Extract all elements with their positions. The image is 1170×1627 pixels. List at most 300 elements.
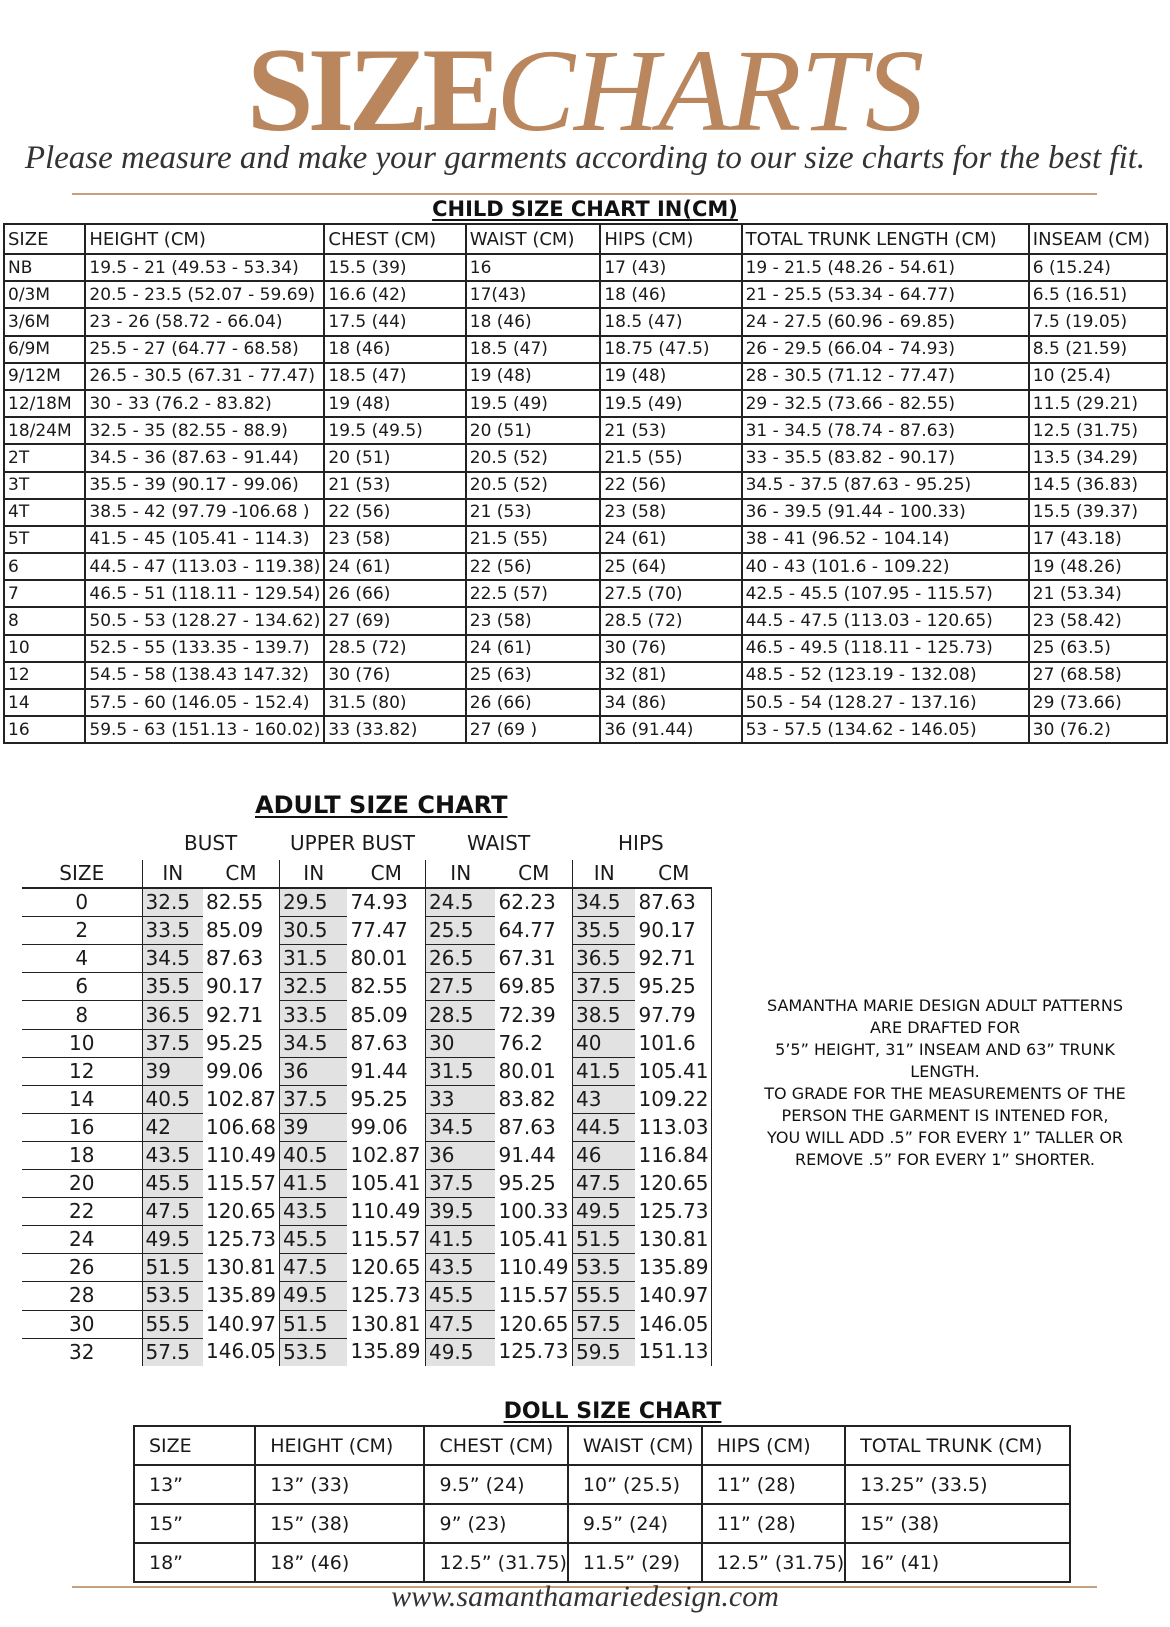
table-cell: 12.5 (31.75): [1029, 417, 1167, 444]
table-cell: 74.93: [350, 890, 408, 915]
doll-column-header: SIZE: [134, 1426, 255, 1465]
child-size-table: [3, 223, 1168, 744]
table-cell: 125.73: [206, 1227, 276, 1252]
table-cell: 115.57: [350, 1227, 421, 1252]
table-cell: 21.5 (55): [600, 444, 741, 471]
table-cell: 43.5: [142, 1141, 203, 1169]
table-cell: 59.5 - 63 (151.13 - 160.02): [85, 716, 324, 743]
table-cell: 95.25: [498, 1171, 556, 1196]
table-cell: 27.5 (70): [600, 580, 741, 607]
table-cell: 44.5 - 47.5 (113.03 - 120.65): [742, 607, 1029, 634]
table-cell: 33: [425, 1085, 495, 1113]
table-cell: 49.5: [279, 1282, 347, 1310]
table-cell: 6 (15.24): [1029, 254, 1167, 281]
table-cell: 28.5 (72): [600, 607, 741, 634]
table-cell: 46.5 - 51 (118.11 - 129.54): [85, 580, 324, 607]
table-cell: 151.13: [635, 1338, 711, 1366]
table-cell: 54.5 - 58 (138.43 147.32): [85, 662, 324, 689]
table-cell: 95.25: [350, 1086, 408, 1111]
table-cell: 10: [4, 635, 85, 662]
doll-size-table: [133, 1425, 1071, 1583]
adult-size-cell: 16: [22, 1113, 142, 1141]
table-cell: 12: [4, 662, 85, 689]
table-cell: 106.68: [206, 1114, 276, 1139]
table-cell: 26.5: [425, 945, 495, 973]
table-cell: 15”: [134, 1504, 255, 1543]
table-cell: 38.5 - 42 (97.79 -106.68 ): [85, 499, 324, 526]
table-row: [22, 1254, 712, 1282]
table-cell: 110.49: [206, 1142, 276, 1167]
table-row: [134, 1504, 1070, 1543]
table-cell: 9/12M: [4, 363, 85, 390]
table-cell: 82.55: [350, 974, 408, 999]
table-cell: 50.5 - 53 (128.27 - 134.62): [85, 607, 324, 634]
table-cell: 35.5: [572, 917, 635, 945]
table-cell: 33 (33.82): [324, 716, 465, 743]
table-row: [22, 1057, 712, 1085]
table-cell: 21 (53): [466, 499, 601, 526]
table-cell: 19.5 (49): [600, 390, 741, 417]
table-cell: 34.5 - 36 (87.63 - 91.44): [85, 444, 324, 471]
table-cell: 120.65: [206, 1199, 276, 1224]
table-cell: 37.5: [425, 1170, 495, 1198]
note-line: TO GRADE FOR THE MEASUREMENTS OF THE: [764, 1084, 1126, 1103]
table-cell: 28.5 (72): [324, 635, 465, 662]
adult-size-cell: 14: [22, 1085, 142, 1113]
table-cell: 55.5: [572, 1282, 635, 1310]
adult-group-hips: HIPS: [618, 831, 664, 855]
table-cell: 146.05: [206, 1339, 276, 1364]
table-cell: 21 (53): [324, 472, 465, 499]
table-cell: 36.5: [572, 945, 635, 973]
table-cell: 22 (56): [600, 472, 741, 499]
note-line: SAMANTHA MARIE DESIGN ADULT PATTERNS: [767, 996, 1123, 1015]
table-row: [4, 580, 1167, 607]
table-cell: 31 - 34.5 (78.74 - 87.63): [742, 417, 1029, 444]
table-cell: 19 - 21.5 (48.26 - 54.61): [742, 254, 1029, 281]
table-cell: 22.5 (57): [466, 580, 601, 607]
table-cell: 38 - 41 (96.52 - 104.14): [742, 526, 1029, 553]
table-cell: 45.5: [279, 1226, 347, 1254]
table-row: [22, 1001, 712, 1029]
table-cell: 6: [4, 553, 85, 580]
table-cell: 76.2: [498, 1030, 544, 1055]
doll-column-header: TOTAL TRUNK (CM): [845, 1426, 1070, 1465]
unit-in: IN: [142, 860, 203, 888]
table-cell: 42.5 - 45.5 (107.95 - 115.57): [742, 580, 1029, 607]
table-cell: 20.5 - 23.5 (52.07 - 59.69): [85, 281, 324, 308]
table-cell: 19.5 (49.5): [324, 417, 465, 444]
table-cell: 44.5: [572, 1113, 635, 1141]
table-cell: 23 (58): [324, 526, 465, 553]
table-cell: 30 (76.2): [1029, 716, 1167, 743]
table-cell: 30: [425, 1029, 495, 1057]
table-cell: 43.5: [425, 1254, 495, 1282]
table-cell: 17 (43): [600, 254, 741, 281]
page-subtitle: Please measure and make your garments according to our size charts for the best fit.: [24, 140, 1146, 176]
table-cell: 19.5 (49): [466, 390, 601, 417]
table-cell: 57.5: [572, 1310, 635, 1338]
adult-size-cell: 6: [22, 973, 142, 1001]
table-cell: 140.97: [635, 1282, 711, 1310]
adult-size-cell: 18: [22, 1141, 142, 1169]
child-column-header: SIZE: [4, 224, 85, 254]
adult-size-cell: 20: [22, 1170, 142, 1198]
table-cell: 47.5: [572, 1170, 635, 1198]
table-cell: 12.5” (31.75): [424, 1543, 567, 1582]
table-cell: 44.5 - 47 (113.03 - 119.38): [85, 553, 324, 580]
table-cell: 17.5 (44): [324, 308, 465, 335]
doll-column-header: HEIGHT (CM): [255, 1426, 424, 1465]
table-cell: 110.49: [498, 1255, 569, 1280]
table-cell: 72.39: [498, 1002, 556, 1027]
adult-size-cell: 30: [22, 1310, 142, 1338]
adult-size-cell: 22: [22, 1198, 142, 1226]
table-cell: 22 (56): [466, 553, 601, 580]
table-row: [4, 390, 1167, 417]
table-cell: 40: [572, 1029, 635, 1057]
unit-cm: CM: [495, 860, 572, 888]
table-cell: 40.5: [279, 1141, 347, 1169]
table-row: [22, 1029, 712, 1057]
table-cell: 87.63: [206, 946, 264, 971]
child-column-header: HIPS (CM): [600, 224, 741, 254]
table-cell: 100.33: [498, 1199, 569, 1224]
table-cell: 18/24M: [4, 417, 85, 444]
table-cell: 41.5: [572, 1057, 635, 1085]
doll-column-header: WAIST (CM): [568, 1426, 702, 1465]
table-cell: 125.73: [350, 1283, 421, 1308]
table-cell: 31.5: [425, 1057, 495, 1085]
table-cell: 46: [572, 1141, 635, 1169]
table-cell: 90.17: [635, 917, 711, 945]
table-cell: 18.5 (47): [324, 363, 465, 390]
table-cell: 13” (33): [255, 1465, 424, 1504]
table-cell: 8: [4, 607, 85, 634]
adult-group-waist: WAIST: [467, 831, 531, 855]
table-cell: 36.5: [142, 1001, 203, 1029]
table-cell: 4T: [4, 499, 85, 526]
child-column-header: INSEAM (CM): [1029, 224, 1167, 254]
table-cell: 34.5: [425, 1113, 495, 1141]
table-cell: 3/6M: [4, 308, 85, 335]
table-cell: 105.41: [498, 1227, 569, 1252]
table-cell: 146.05: [635, 1310, 711, 1338]
table-cell: 85.09: [206, 918, 264, 943]
table-cell: 27.5: [425, 973, 495, 1001]
table-cell: 13.25” (33.5): [845, 1465, 1070, 1504]
table-cell: 9” (23): [424, 1504, 567, 1543]
table-cell: 24 (61): [324, 553, 465, 580]
table-row: [22, 1282, 712, 1310]
table-cell: 59.5: [572, 1338, 635, 1366]
table-cell: 34 (86): [600, 689, 741, 716]
table-cell: 9.5” (24): [568, 1504, 702, 1543]
table-cell: 19 (48): [324, 390, 465, 417]
table-cell: 3T: [4, 472, 85, 499]
table-cell: 90.17: [206, 974, 264, 999]
table-row: [4, 444, 1167, 471]
table-cell: 125.73: [635, 1198, 711, 1226]
table-cell: 21 - 25.5 (53.34 - 64.77): [742, 281, 1029, 308]
note-line: REMOVE .5” FOR EVERY 1” SHORTER.: [794, 1150, 1096, 1169]
table-cell: 33.5: [279, 1001, 347, 1029]
table-cell: 15.5 (39): [324, 254, 465, 281]
child-header-row: [4, 224, 1167, 254]
table-cell: 27 (69): [324, 607, 465, 634]
adult-pattern-note: [740, 995, 1150, 1171]
doll-chart-title: DOLL SIZE CHART: [503, 1399, 722, 1424]
table-cell: 91.44: [498, 1142, 556, 1167]
adult-size-cell: 10: [22, 1029, 142, 1057]
table-cell: 36: [279, 1057, 347, 1085]
adult-size-header: SIZE: [22, 860, 142, 888]
table-row: [22, 1085, 712, 1113]
table-cell: 41.5 - 45 (105.41 - 114.3): [85, 526, 324, 553]
table-cell: 49.5: [425, 1338, 495, 1366]
table-cell: 42: [142, 1113, 203, 1141]
table-cell: 32.5: [142, 888, 203, 917]
table-row: [22, 1338, 712, 1366]
unit-in: IN: [425, 860, 495, 888]
table-cell: 40 - 43 (101.6 - 109.22): [742, 553, 1029, 580]
table-cell: 53.5: [572, 1254, 635, 1282]
table-cell: 50.5 - 54 (128.27 - 137.16): [742, 689, 1029, 716]
table-cell: 6/9M: [4, 336, 85, 363]
table-cell: 37.5: [572, 973, 635, 1001]
table-cell: 116.84: [635, 1141, 711, 1169]
adult-size-cell: 0: [22, 888, 142, 917]
table-row: [22, 1170, 712, 1198]
table-cell: 83.82: [498, 1086, 556, 1111]
table-cell: 36 (91.44): [600, 716, 741, 743]
table-cell: 13”: [134, 1465, 255, 1504]
table-row: [22, 1113, 712, 1141]
child-chart-title: CHILD SIZE CHART IN(CM): [432, 197, 738, 221]
footer-url: www.samanthamariedesign.com: [391, 1580, 779, 1613]
table-cell: 95.25: [206, 1030, 264, 1055]
table-cell: 14.5 (36.83): [1029, 472, 1167, 499]
table-cell: 125.73: [498, 1339, 569, 1364]
table-cell: 29 - 32.5 (73.66 - 82.55): [742, 390, 1029, 417]
table-cell: 120.65: [498, 1311, 569, 1336]
table-cell: 23 (58.42): [1029, 607, 1167, 634]
table-cell: 64.77: [498, 918, 556, 943]
table-cell: 18 (46): [600, 281, 741, 308]
table-cell: 20 (51): [466, 417, 601, 444]
table-cell: 38.5: [572, 1001, 635, 1029]
unit-cm: CM: [203, 860, 279, 888]
table-cell: 22 (56): [324, 499, 465, 526]
table-cell: 26 - 29.5 (66.04 - 74.93): [742, 336, 1029, 363]
note-line: 5’5” HEIGHT, 31” INSEAM AND 63” TRUNK: [775, 1040, 1115, 1059]
table-cell: 12/18M: [4, 390, 85, 417]
table-cell: 9.5” (24): [424, 1465, 567, 1504]
table-cell: 34.5 - 37.5 (87.63 - 95.25): [742, 472, 1029, 499]
table-cell: 30 - 33 (76.2 - 83.82): [85, 390, 324, 417]
table-cell: 20.5 (52): [466, 472, 601, 499]
table-row: [4, 499, 1167, 526]
table-cell: 135.89: [635, 1254, 711, 1282]
table-cell: 51.5: [572, 1226, 635, 1254]
table-cell: 113.03: [635, 1113, 711, 1141]
doll-column-header: CHEST (CM): [424, 1426, 567, 1465]
table-cell: 47.5: [425, 1310, 495, 1338]
page-title: [0, 23, 1170, 156]
table-cell: 18.5 (47): [466, 336, 601, 363]
table-cell: 24 - 27.5 (60.96 - 69.85): [742, 308, 1029, 335]
table-cell: 5T: [4, 526, 85, 553]
table-cell: 43.5: [279, 1198, 347, 1226]
table-cell: 105.41: [350, 1171, 421, 1196]
child-column-header: HEIGHT (CM): [85, 224, 324, 254]
table-cell: 102.87: [350, 1142, 421, 1167]
table-cell: 31.5 (80): [324, 689, 465, 716]
table-cell: 99.06: [206, 1058, 264, 1083]
table-cell: 11” (28): [702, 1465, 845, 1504]
table-cell: 11” (28): [702, 1504, 845, 1543]
table-cell: 25 (63.5): [1029, 635, 1167, 662]
table-cell: 28.5: [425, 1001, 495, 1029]
table-cell: 87.63: [350, 1030, 408, 1055]
table-row: [4, 472, 1167, 499]
table-cell: 135.89: [350, 1339, 421, 1364]
table-cell: 92.71: [635, 945, 711, 973]
adult-group-upper-bust: UPPER BUST: [290, 831, 415, 855]
table-cell: 80.01: [498, 1058, 556, 1083]
table-cell: 99.06: [350, 1114, 408, 1139]
table-row: [4, 635, 1167, 662]
table-cell: 92.71: [206, 1002, 264, 1027]
table-cell: 7.5 (19.05): [1029, 308, 1167, 335]
table-cell: 95.25: [635, 973, 711, 1001]
table-cell: 12.5” (31.75): [702, 1543, 845, 1582]
table-row: [4, 336, 1167, 363]
table-cell: 130.81: [350, 1311, 421, 1336]
table-cell: 2T: [4, 444, 85, 471]
table-row: [4, 254, 1167, 281]
table-cell: 130.81: [206, 1255, 276, 1280]
title-charts: CHARTS: [496, 25, 924, 156]
unit-cm: CM: [635, 860, 711, 888]
title-size: SIZE: [246, 23, 497, 156]
table-row: [134, 1543, 1070, 1582]
table-row: [22, 917, 712, 945]
table-cell: 30 (76): [600, 635, 741, 662]
table-row: [4, 607, 1167, 634]
table-cell: 36 - 39.5 (91.44 - 100.33): [742, 499, 1029, 526]
table-cell: 34.5: [572, 888, 635, 917]
unit-in: IN: [572, 860, 635, 888]
table-row: [22, 1198, 712, 1226]
table-row: [22, 888, 712, 917]
table-cell: 7: [4, 580, 85, 607]
table-cell: 87.63: [498, 1114, 556, 1139]
adult-size-cell: 2: [22, 917, 142, 945]
table-cell: 18” (46): [255, 1543, 424, 1582]
table-cell: 10 (25.4): [1029, 363, 1167, 390]
table-row: [4, 716, 1167, 743]
table-cell: 16.6 (42): [324, 281, 465, 308]
table-cell: 43: [572, 1085, 635, 1113]
table-cell: 19 (48.26): [1029, 553, 1167, 580]
table-cell: 33.5: [142, 917, 203, 945]
table-cell: 24.5: [425, 888, 495, 917]
table-cell: 8.5 (21.59): [1029, 336, 1167, 363]
table-cell: 39.5: [425, 1198, 495, 1226]
table-cell: 25.5: [425, 917, 495, 945]
table-cell: 102.87: [206, 1086, 276, 1111]
table-cell: 10” (25.5): [568, 1465, 702, 1504]
table-cell: 37.5: [142, 1029, 203, 1057]
table-row: [4, 526, 1167, 553]
table-cell: 39: [142, 1057, 203, 1085]
table-cell: 33 - 35.5 (83.82 - 90.17): [742, 444, 1029, 471]
table-cell: 25 (64): [600, 553, 741, 580]
adult-group-bust: BUST: [184, 831, 238, 855]
table-cell: 32.5 - 35 (82.55 - 88.9): [85, 417, 324, 444]
table-row: [4, 363, 1167, 390]
table-cell: 97.79: [635, 1001, 711, 1029]
table-cell: 27 (69 ): [466, 716, 601, 743]
table-cell: 19 (48): [466, 363, 601, 390]
adult-size-cell: 28: [22, 1282, 142, 1310]
table-cell: 109.22: [635, 1085, 711, 1113]
table-cell: 91.44: [350, 1058, 408, 1083]
table-cell: 51.5: [142, 1254, 203, 1282]
table-cell: 140.97: [206, 1311, 276, 1336]
table-cell: 17(43): [466, 281, 601, 308]
table-cell: 40.5: [142, 1085, 203, 1113]
table-cell: 45.5: [425, 1282, 495, 1310]
adult-size-cell: 24: [22, 1226, 142, 1254]
table-cell: 47.5: [279, 1254, 347, 1282]
table-cell: 31.5: [279, 945, 347, 973]
table-cell: 27 (68.58): [1029, 662, 1167, 689]
table-cell: 26 (66): [466, 689, 601, 716]
table-cell: 26 (66): [324, 580, 465, 607]
table-cell: 51.5: [279, 1310, 347, 1338]
table-cell: 57.5: [142, 1338, 203, 1366]
table-cell: 32 (81): [600, 662, 741, 689]
table-cell: 23 (58): [600, 499, 741, 526]
table-cell: 47.5: [142, 1198, 203, 1226]
table-cell: 28 - 30.5 (71.12 - 77.47): [742, 363, 1029, 390]
table-row: [22, 1226, 712, 1254]
table-cell: 46.5 - 49.5 (118.11 - 125.73): [742, 635, 1029, 662]
table-cell: 41.5: [279, 1170, 347, 1198]
table-row: [22, 1310, 712, 1338]
table-cell: 19.5 - 21 (49.53 - 53.34): [85, 254, 324, 281]
table-cell: 135.89: [206, 1283, 276, 1308]
child-column-header: TOTAL TRUNK LENGTH (CM): [742, 224, 1029, 254]
table-cell: 101.6: [635, 1029, 711, 1057]
table-cell: 13.5 (34.29): [1029, 444, 1167, 471]
table-cell: 18”: [134, 1543, 255, 1582]
table-cell: 48.5 - 52 (123.19 - 132.08): [742, 662, 1029, 689]
note-line: YOU WILL ADD .5” FOR EVERY 1” TALLER OR: [766, 1128, 1124, 1147]
table-cell: 34.5: [279, 1029, 347, 1057]
table-cell: 57.5 - 60 (146.05 - 152.4): [85, 689, 324, 716]
table-cell: 32.5: [279, 973, 347, 1001]
table-cell: 24 (61): [466, 635, 601, 662]
table-cell: 30 (76): [324, 662, 465, 689]
table-cell: 20 (51): [324, 444, 465, 471]
table-cell: 115.57: [206, 1171, 276, 1196]
table-cell: 34.5: [142, 945, 203, 973]
table-cell: 85.09: [350, 1002, 408, 1027]
table-cell: 11.5 (29.21): [1029, 390, 1167, 417]
